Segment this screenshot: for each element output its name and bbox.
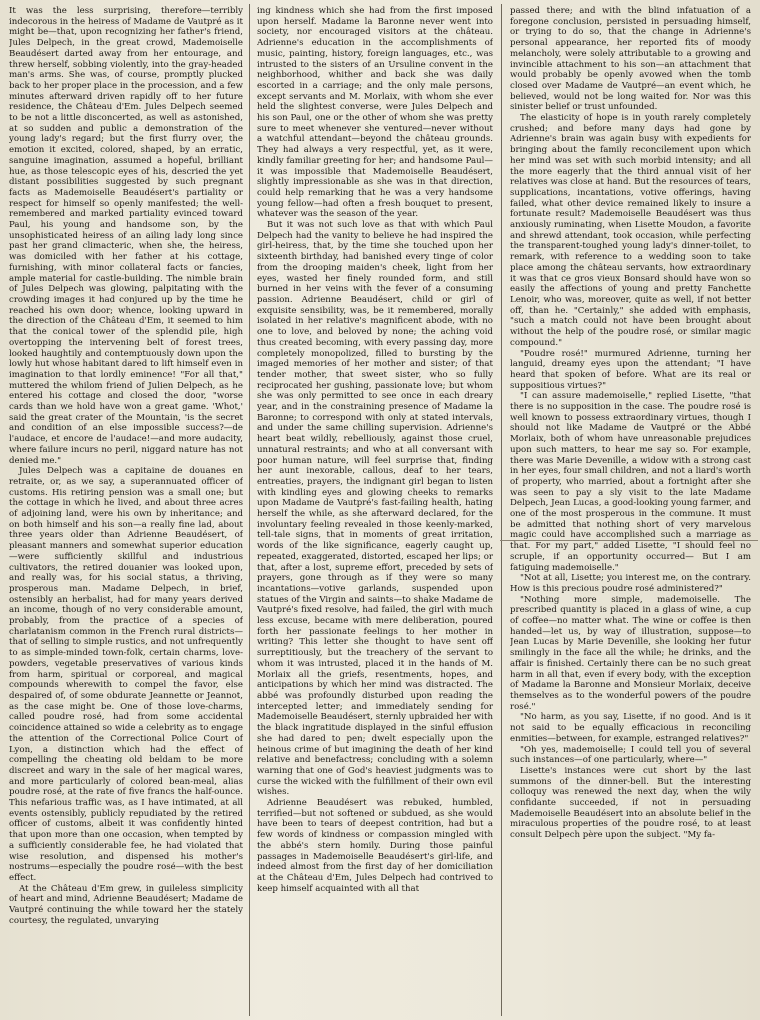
text-column-1 [9, 6, 243, 1014]
paragraph: "Poudre rosé!" murmured Adrienne, turning her languid, dreamy eyes upon the attendant; "I have heard that spoken of before. What are its real or suppositious virtues?" [510, 348, 751, 391]
paragraph: But it was not such love as that with which Paul Delpech had the vanity to believe he had inspired the girl-heiress, that, by the time she touched upon her sixteenth birthday, had banished every tinge of color from the drooping maiden's cheek, light from her eyes, wasted her finely rounded form, and still burned in her veins with the fever of a consuming passion. Adrienne Beaudésert, child or girl of exquisite sensibility, was, be it remembered, morally isolated in her relative's magnificent abode, with no one to love, and beloved by none; the aching void thus created becoming, with every passing day, more completely monopolized, filled to bursting by the imaged memories of her mother and sister; of that tender mother, that sweet sister, who so fully reciprocated her gushing, passionate love; but whom she was only permitted to see once in each dreary year, and in the constraining presence of Madame la Baronne; to correspond with only at stated intervals, and under the same chilling supervision. Adrienne's heart beat wildly, rebelliously, against those cruel, unnatural restraints; and who at all conversant with poor human nature, will feel surprise that, finding her aunt inexorable, callous, deaf to her tears, entreaties, prayers, the indignant girl began to listen with kindling eyes and glowing cheeks to remarks upon Madame de Vautpré's fast-failing health, hating herself the while, as she afterward declared, for the involuntary feeling revealed in those keenly-marked, tell-tale signs, that in moments of great irritation, words of the like significance, eagerly caught up, repeated, exaggerated, distorted, escaped her lips; or that, after a lost, supreme effort, preceded by sets of prayers, gone through as if they were so many incantations—votive garlands, suspended upon statues of the Virgin and saints—to shake Madame de Vautpré's fixed resolve, had failed, the girl with much less excuse, became with mere deliberation, poured forth her passionate feelings to her mother in writing? This letter she thought to have sent off surreptitiously, but the treachery of the servant to whom it was intrusted, placed it in the hands of M. Morlaix all the griefs, resentments, hopes, and anticipations by which her mind was distracted. The abbé was profoundly disturbed upon reading the intercepted letter; and immediately sending for Mademoiselle Beaudésert, sternly upbraided her with the black ingratitude displayed in the sinful effusion she had dared to pen; dwelt especially upon the heinous crime of but imagining the death of her kind relative and benefactress; concluding with a solemn warning that one of God's heaviest judgments was to curse the wicked with the fulfillment of their own evil wishes. [257, 220, 493, 798]
paragraph: At the Château d'Em grew, in guileless simplicity of heart and mind, Adrienne Beaudésert; Madame de Vautpré continuing the while toward her the stately courtesy, the regulated, unvarying [9, 883, 243, 926]
text-column-2 [257, 6, 493, 1014]
paragraph: The elasticity of hope is in youth rarely completely crushed; and before many days had gone by Adrienne's brain was again busy with expedients for bringing about the family reconcilement upon which her mind was set with such morbid intensity; and all the more eagerly that the third annual visit of her relatives was close at hand. But the resources of tears, supplications, incantations, votive offerings, having failed, what other device remained likely to insure a fortunate result? Mademoiselle Beaudésert was thus anxiously ruminating, when Lisette Moudon, a favorite and shrewd attendant, took occasion, while perfecting the transparent-toughed young lady's dinner-toilet, to remark, with reference to a wedding soon to take place among the château servants, how extraordinary it was that ce gros vieux Bonsard should have won so easily the affections of young and pretty Fanchette Lenoir, who was, moreover, quite as well, if not better off, than he. "Certainly," she added with emphasis, "such a match could not have been brought about without the help of the poudre rosé, or similar magic compound." [510, 113, 751, 348]
text-column-3 [510, 6, 751, 1014]
paragraph: "No harm, as you say, Lisette, if no good. And is it not said to be equally efficacious in reconciling enmities—between, for example, estranged relatives?" [510, 712, 751, 744]
paragraph: Lisette's instances were cut short by the last summons of the dinner-bell. But the interesting colloquy was renewed the next day, when the wily confidante succeeded, if not in persuading Mademoiselle Beaudésert into an absolute belief in the miraculous properties of the poudre rosé, to at least consult Delpech père upon the subject. "My fa- [510, 765, 751, 841]
column-rule [249, 4, 250, 1016]
paragraph: passed there; and with the blind infatuation of a foregone conclusion, persisted in persuading himself, or trying to do so, that the change in Adrienne's personal appearance, her reported fits of moody melancholy, were solely attributable to a growing and invincible attachment to his son—an attachment that would probably be openly avowed when the tomb closed over Madame de Vautpré—an event which, he believed, would not be long waited for. Nor was this sinister belief or trust unfounded. [510, 6, 751, 113]
paragraph: "Not at all, Lisette; you interest me, on the contrary. How is this precious poudre rosé administered?" [510, 573, 751, 594]
column-rule [501, 4, 502, 1016]
paragraph: Jules Delpech was a capitaine de douanes en retraite, or, as we say, a superannuated officer of customs. His retiring pension was a small one; but the cottage in which he lived, and about three acres of adjoining land, were his own by inheritance; and on both himself and his son—a really fine lad, about three years older than Adrienne Beaudésert, of pleasant manners and somewhat superior education—were sufficiently skillful and industrious cultivators, the retired douanier was looked upon, and really was, for his social status, a thriving, prosperous man. Madame Delpech, in brief, ostensibly an herbalist, had for many years derived an income, though of no very considerable amount, probably, from the practice of a species of charlatanism common in the French rural districts—that of selling to simple rustics, and not unfrequently to as simple-minded town-folk, certain charms, love-powders, vegetable preservatives of various kinds from harm, spiritual or corporeal, and magical compounds wherewith to compel the favor, else despaired of, of some obdurate Jeannette or Jeannot, as the case might be. One of those love-charms, called poudre rosé, had from some accidental coincidence attained so wide a celebrity as to engage the attention of the Correctional Police Court of Lyon, a distinction which had the effect of compelling the cheating old beldam to be more discreet and wary in the sale of her magical wares, and more particularly of colored bean-meal, alias poudre rosé, at the rate of five francs the half-ounce. This nefarious traffic was, as I have intimated, at all events ostensibly, publicly repudiated by the retired officer of customs, albeit it was confidently hinted that upon more than one occasion, when tempted by a sufficiently considerable fee, he had violated that wise resolution, and dispensed his mother's nostrums—especially the poudre rosé—with the best effect. [9, 466, 243, 883]
paragraph: ing kindness which she had from the first imposed upon herself. Madame la Baronne never went into society, nor encouraged visitors at the château. Adrienne's education in the accomplishments of music, painting, history, foreign languages, etc., was intrusted to the sisters of an Ursuline convent in the neighborhood, whither and back she was daily escorted in a carriage; and the only male persons, except servants and M. Morlaix, with whom she ever held the slightest converse, were Jules Delpech and his son Paul, one or the other of whom she was pretty sure to meet whenever she ventured—never without a watchful attendant—beyond the château grounds. They had always a very respectful, yet, as it were, kindly familiar greeting for her; and handsome Paul—it was impossible that Mademoiselle Beaudésert, slightly impressionable as she was in that direction, could help remarking that he was a very handsome young fellow—had often a fresh bouquet to present, whatever was the season of the year. [257, 6, 493, 220]
paragraph: "Oh yes, mademoiselle; I could tell you of several such instances—of one particularly, where—" [510, 744, 751, 766]
paragraph: Adrienne Beaudésert was rebuked, humbled, terrified—but not softened or subdued, as she would have been to tears of deepest contrition, had but a few words of kindness or compassion mingled with the abbé's stern homily. During those painful passages in Mademoiselle Beaudésert's girl-life, and indeed almost from the first day of her domiciliation at the Château d'Em, Jules Delpech had contrived to keep himself acquainted with all that [257, 798, 493, 894]
paragraph: It was the less surprising, therefore—terribly indecorous in the heiress of Madame de Vautpré as it might be—that, upon recognizing her father's friend, Jules Delpech, in the great crowd, Mademoiselle Beaudésert darted away from her entourage, and threw herself, sobbing violently, into the gray-headed man's arms. She was, of course, promptly plucked back to her proper place in the procession, and a few minutes afterward driven rapidly off to her future residence, the Château d'Em. Jules Delpech seemed to be not a little disconcerted, as well as astonished, at so sudden and public a demonstration of the young lady's regard; but the first flurry over, the emotion it excited, colored, shaped, by an erratic, sanguine imagination, assumed a hopeful, brilliant hue, as those telescopic eyes of his, descried the yet distant possibilities suggested by such pregnant facts as Mademoiselle Beaudésert's partiality or respect for himself so openly manifested; the well-remembered and marked partiality evinced toward Paul, his young and handsome son, by the unsophisticated heiress of an ailing lady long since past her grand climacteric, when she, the heiress, was domiciled with her father at his cottage, furnishing, with minor collateral facts or fancies, ample material for castle-building. The nimble brain of Jules Delpech was glowing, palpitating with the crowding images it had conjured up by the time he reached his own door; whence, looking upward in the direction of the Château d'Em, it seemed to him that the conical tower of the splendid pile, high overtopping the intervening belt of forest trees, looked haughtily and contemptuously down upon the lowly hut whose habitant dared to lift himself even in imagination to that lordly eminence! "For all that," muttered the whilom friend of Julien Delpech, as he entered his cottage and closed the door, "worse cards than we hold have won a great game. 'Whot,' said the great crater of the Mountain, 'is the secret and condition of an else impossible success?—de l'audace, et encore de l'audace!—and more audacity, where failure incurs no peril, niggard nature has not denied me." [9, 6, 243, 466]
paragraph: "I can assure mademoiselle," replied Lisette, "that there is no supposition in the case. The poudre rosé is well known to possess extraordinary virtues, though I should not like Madame de Vautpré or the Abbé Morlaix, both of whom have unreasonable prejudices upon such matters, to hear me say so. For example, there was Marie Devenille, a widow with a strong cast in her eyes, four small children, and not a liard's worth of property, who married, about a fortnight after she was seen to pay a sly visit to the late Madame Delpech, Jean Lucas, a good-looking young farmer, and one of the most prosperous in the commune. It must be admitted that nothing short of very marvelous magic could have accomplished such a marriage as that. For my part," added Lisette, "I should feel no scruple, if an opportunity occurred— But I am fatiguing mademoiselle." [510, 391, 751, 573]
paragraph: "Nothing more simple, mademoiselle. The prescribed quantity is placed in a glass of wine, a cup of coffee—no matter what. The wine or coffee is then handed—let us, by way of illustration, suppose—to Jean Lucas by Marie Devenille, she looking her futur smilingly in the face all the while; he drinks, and the affair is finished. Certainly there can be no such great harm in all that, even if every body, with the exception of Madame la Baronne and Monsieur Morlaix, deceive themselves as to the wonderful powers of the poudre rosé." [510, 594, 751, 712]
